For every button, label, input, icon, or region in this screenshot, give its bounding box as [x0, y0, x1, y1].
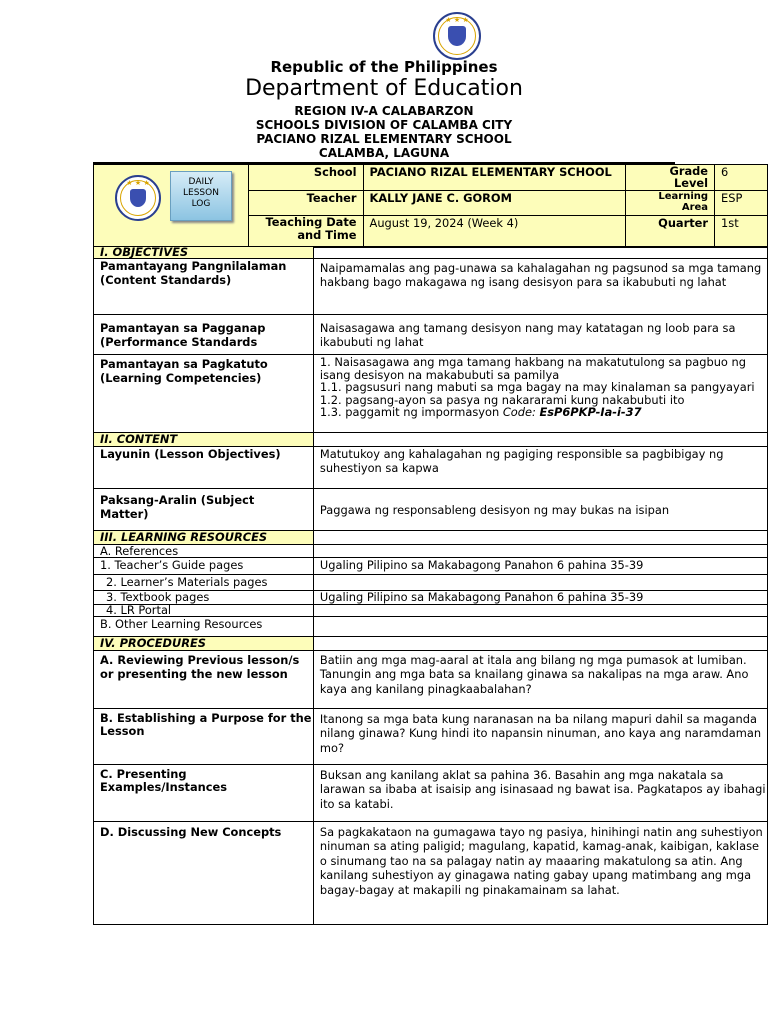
region-heading: REGION IV-A CALABARZON: [294, 104, 474, 118]
discussing-label: D. Discussing New Concepts: [94, 822, 314, 925]
empty-cell: [313, 617, 767, 637]
teaching-date-value: August 19, 2024 (Week 4): [363, 216, 626, 248]
empty-cell: [313, 531, 767, 545]
empty-cell: [313, 433, 767, 447]
empty-cell: [313, 575, 767, 591]
objectives-heading: I. OBJECTIVES: [94, 247, 314, 259]
presenting-value: Buksan ang kanilang aklat sa pahina 36. Basahin ang mga nakatala sa larawan sa ibaba at isaisip ang isinasaad ng bawat isa. Pagkatapos ay ibahagi ito sa katabi.: [313, 765, 767, 822]
lesson-objectives-value: Matutukoy ang kahalagahan ng pagiging responsible sa pagbibigay ng suhestiyon sa kapwa: [313, 447, 767, 489]
school-heading: PACIANO RIZAL ELEMENTARY SCHOOL: [256, 132, 512, 146]
content-standards-value: Naipamamalas ang pag-unawa sa kahalagahan ng pagsunod sa mga tamang hakbang bago makagawa ng isang desisyon para sa ikabubuti ng lahat: [313, 259, 767, 315]
learning-area-label: Learning Area: [626, 191, 715, 216]
division-heading: SCHOOLS DIVISION OF CALAMBA CITY: [255, 118, 513, 132]
competency-code: EsP6PKP-Ia-i-37: [539, 405, 642, 420]
content-heading: II. CONTENT: [94, 433, 314, 447]
subject-matter-value: Paggawa ng responsableng desisyon ng may bukas na isipan: [313, 489, 767, 531]
reviewing-value: Batiin ang mga mag-aaral at itala ang bilang ng mga pumasok at lumiban. Tanungin ang mga bata sa knailang ginawa sa nakalipas na mga araw. Ano kaya ang kanilang pinagkaabalahan?: [313, 651, 767, 709]
quarter-label: Quarter: [626, 216, 715, 248]
republic-heading: Republic of the Philippines: [270, 58, 498, 76]
grade-label: Grade Level: [626, 165, 715, 191]
learners-materials-label: 2. Learner’s Materials pages: [94, 575, 314, 591]
empty-cell: [313, 545, 767, 558]
competency-last: 1.3. paggamit ng impormasyon: [319, 405, 500, 420]
competency-line: 1.2. pagsang-ayon sa pasya ng nakararami kung nakabubuti ito: [319, 392, 685, 407]
purpose-label: B. Establishing a Purpose for the Lesson: [94, 709, 314, 765]
teachers-guide-value: Ugaling Pilipino sa Makabagong Panahon 6 pahina 35-39: [313, 558, 767, 575]
lesson-table: [93, 246, 768, 925]
teachers-guide-label: 1. Teacher’s Guide pages: [94, 558, 314, 575]
textbook-label: 3. Textbook pages: [94, 591, 314, 605]
badge-line: LESSON: [183, 188, 219, 198]
content-standards-label: Pamantayang Pangnilalaman (Content Standards): [94, 259, 314, 315]
lr-portal-label: 4. LR Portal: [94, 605, 314, 617]
badge-line: DAILY: [188, 177, 214, 187]
competency-line: [320, 406, 767, 419]
performance-standards-value: Naisasagawa ang tamang desisyon nang may katatagan ng loob para sa ikabubuti ng lahat: [313, 315, 767, 355]
deped-seal-small-logo: ★ ★ ★: [115, 175, 161, 221]
presenting-label: C. Presenting Examples/Instances: [94, 765, 314, 822]
learning-competencies-value: [313, 355, 767, 433]
code-label: Code:: [502, 405, 536, 420]
school-label: School: [248, 165, 363, 191]
reviewing-label: A. Reviewing Previous lesson/s or presenting the new lesson: [94, 651, 314, 709]
teacher-label: Teacher: [248, 191, 363, 216]
empty-cell: [313, 247, 767, 259]
learning-competencies-label: Pamantayan sa Pagkatuto (Learning Competencies): [94, 355, 314, 433]
empty-cell: [313, 605, 767, 617]
procedures-heading: IV. PROCEDURES: [94, 637, 314, 651]
badge-line: LOG: [191, 199, 211, 209]
empty-cell: [313, 637, 767, 651]
deped-seal-logo: ★ ★ ★: [433, 12, 481, 60]
location-heading: CALAMBA, LAGUNA: [318, 146, 450, 160]
teaching-date-label: Teaching Date and Time: [248, 216, 363, 248]
lesson-objectives-label: Layunin (Lesson Objectives): [94, 447, 314, 489]
other-resources-label: B. Other Learning Resources: [94, 617, 314, 637]
school-value: PACIANO RIZAL ELEMENTARY SCHOOL: [363, 165, 626, 191]
textbook-value: Ugaling Pilipino sa Makabagong Panahon 6 pahina 35-39: [313, 591, 767, 605]
quarter-value: 1st: [715, 216, 768, 248]
competency-line: 1. Naisasagawa ang mga tamang hakbang na makatutulong sa pagbuo ng isang desisyon na makabubuti sa pamilya: [319, 355, 746, 382]
grade-value: 6: [715, 165, 768, 191]
purpose-value: Itanong sa mga bata kung naranasan na ba nilang mapuri dahil sa maganda nilang ginawa? Kung hindi ito napansin ninuman, ano kaya ang naramdaman mo?: [313, 709, 767, 765]
competency-line: 1.1. pagsusuri nang mabuti sa mga bagay na may kinalaman sa pangyayari: [319, 380, 755, 395]
daily-lesson-log-badge: [170, 171, 232, 221]
discussing-value: Sa pagkakataon na gumagawa tayo ng pasiya, hinihingi natin ang suhestiyon ninuman sa ating paligid; magulang, kapatid, kamag-anak, kaibigan, kaklase o sinumang tao na sa palagay natin ay maaaring makatulong sa atin. Ang kanilang suhestiyon ay ginagawa nating gabay upang matimbang ang mga bagay-bagay at makapili ng pinakamainam sa lahat.: [313, 822, 767, 925]
references-label: A. References: [94, 545, 314, 558]
learning-area-value: ESP: [715, 191, 768, 216]
subject-matter-label: [94, 489, 314, 531]
subject-matter-text: Paksang-Aralin (Subject Matter): [100, 493, 255, 522]
performance-standards-label: Pamantayan sa Pagganap (Performance Standards: [94, 315, 314, 355]
teacher-value: KALLY JANE C. GOROM: [363, 191, 626, 216]
department-heading: Department of Education: [245, 76, 523, 101]
learning-resources-heading: III. LEARNING RESOURCES: [94, 531, 314, 545]
